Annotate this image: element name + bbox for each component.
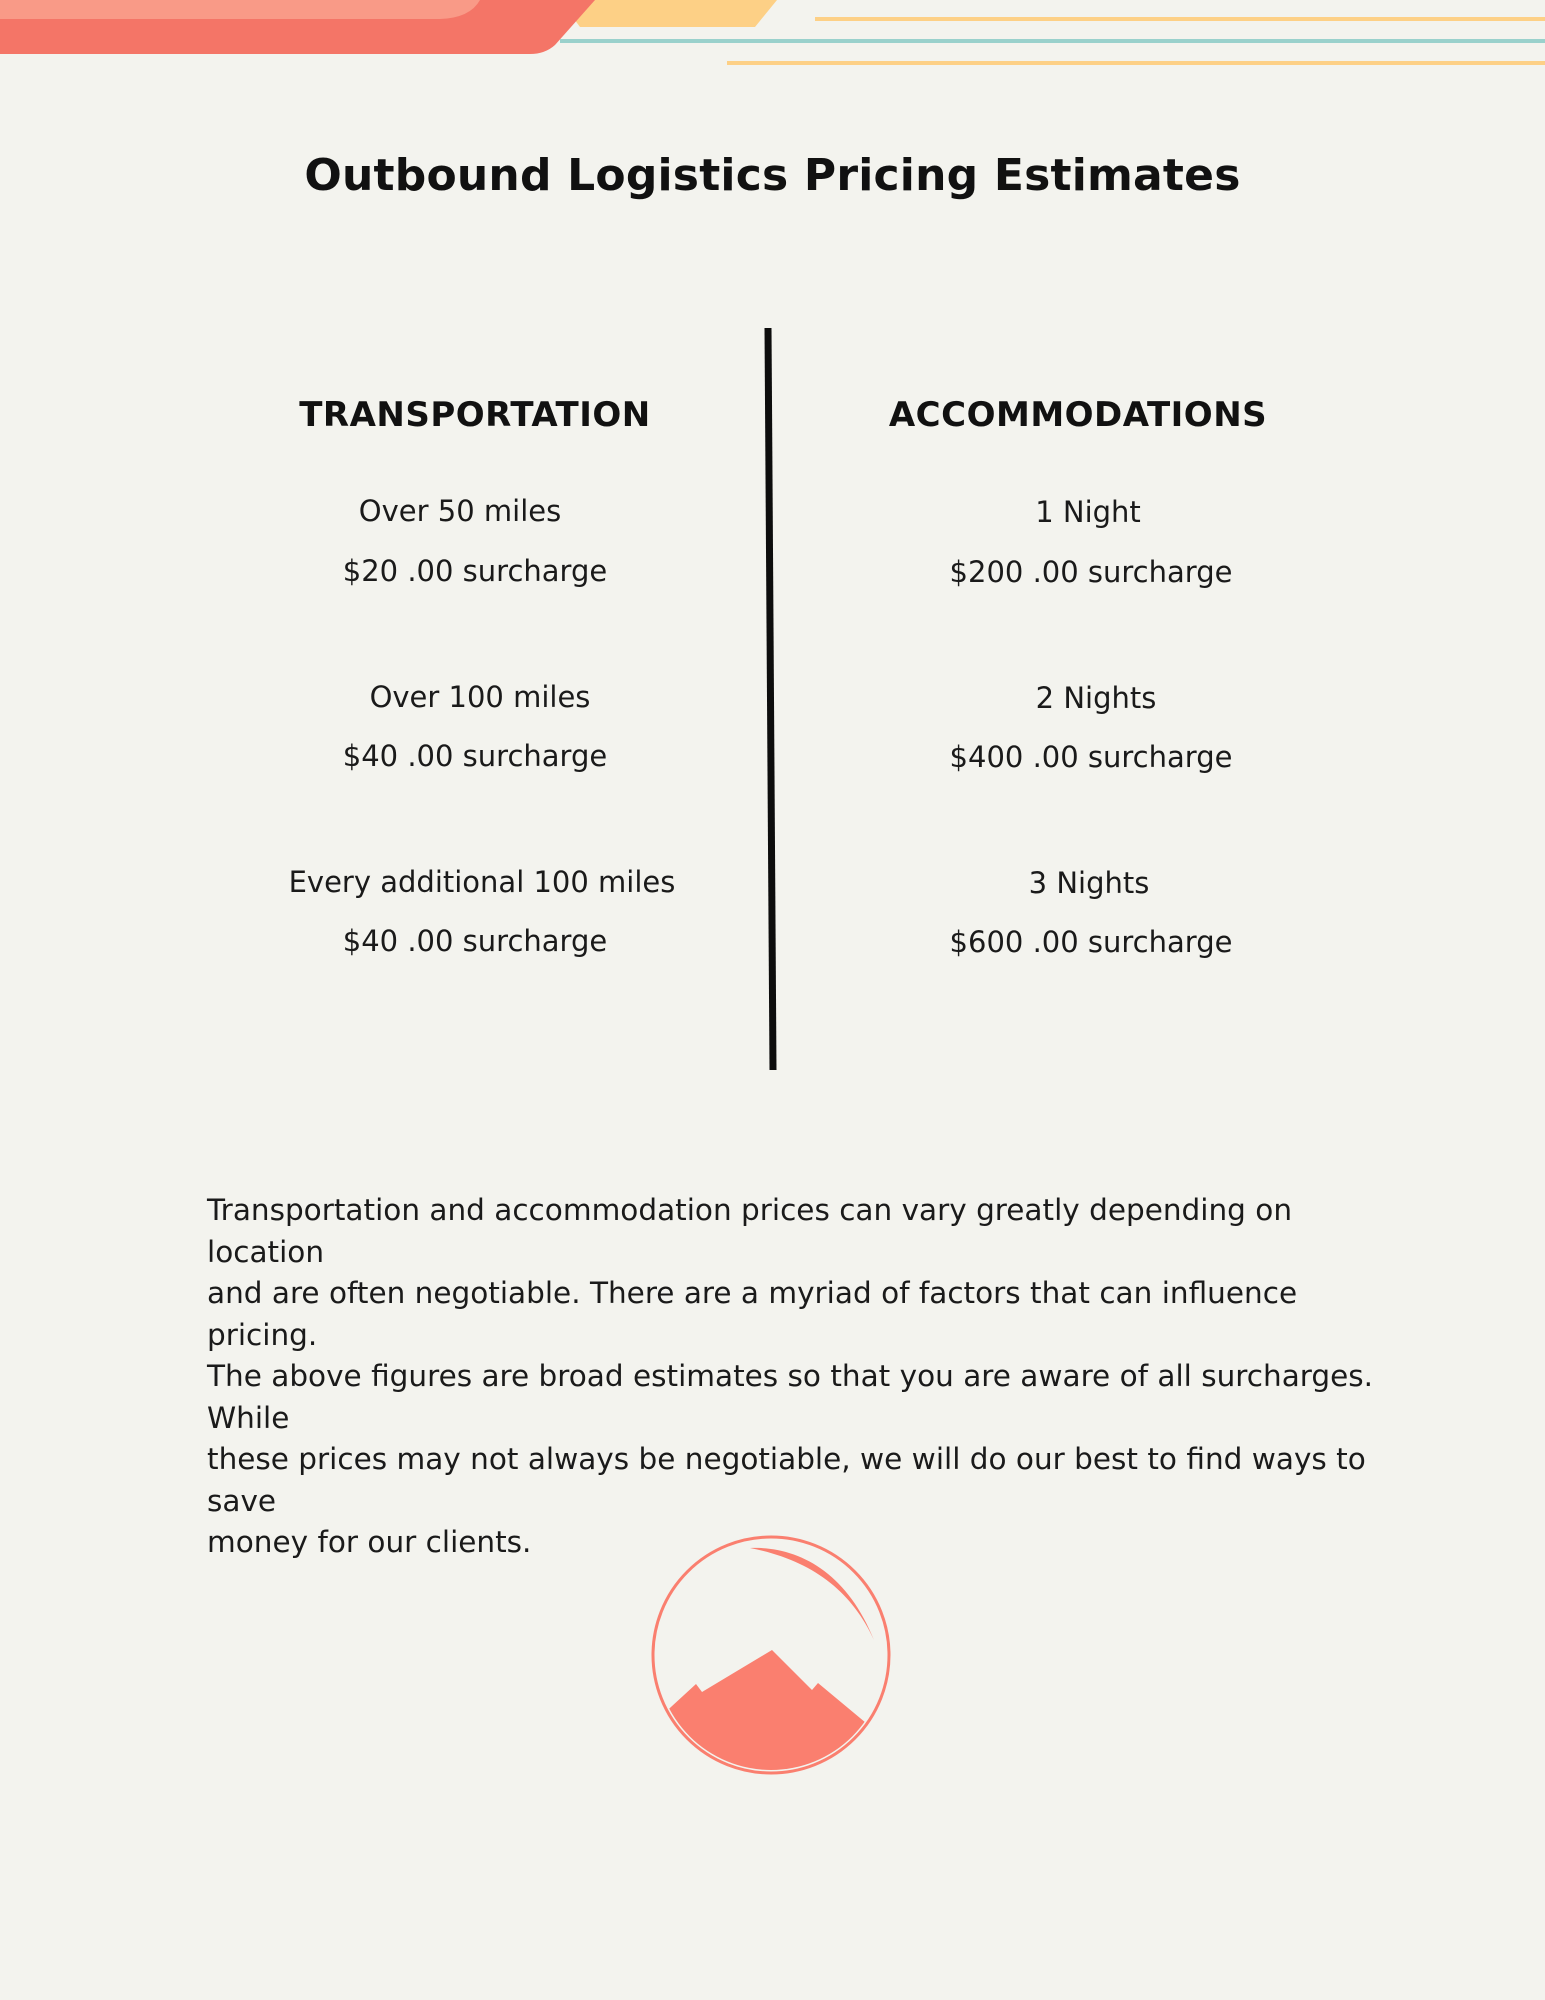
transportation-heading: TRANSPORTATION <box>299 395 651 435</box>
transportation-item-label: Every additional 100 miles <box>288 865 676 899</box>
mountain-logo-icon <box>646 1530 896 1780</box>
paragraph-line: these prices may not always be negotiable, we will do our best to find ways to save <box>207 1442 1366 1518</box>
transportation-item-label: Over 100 miles <box>369 680 591 714</box>
accommodations-heading: ACCOMMODATIONS <box>888 395 1268 435</box>
transportation-item-price: $20 .00 surcharge <box>342 554 608 588</box>
paragraph-line: Transportation and accommodation prices can vary greatly depending on location <box>207 1193 1293 1269</box>
page-title: Outbound Logistics Pricing Estimates <box>304 150 1241 201</box>
pricing-note-paragraph <box>207 1190 1407 1564</box>
paragraph-line: money for our clients. <box>207 1525 532 1559</box>
accommodations-item-price: $400 .00 surcharge <box>949 740 1233 774</box>
transportation-item-price: $40 .00 surcharge <box>342 739 608 773</box>
accommodations-item-label: 3 Nights <box>1028 866 1150 900</box>
accommodations-item-label: 2 Nights <box>1035 681 1157 715</box>
accommodations-item-label: 1 Night <box>1035 495 1141 529</box>
paragraph-line: and are often negotiable. There are a myriad of factors that can influence pricing. <box>207 1276 1298 1352</box>
paragraph-line: The above figures are broad estimates so that you are aware of all surcharges. While <box>207 1359 1373 1435</box>
transportation-item-price: $40 .00 surcharge <box>342 924 608 958</box>
transportation-item-label: Over 50 miles <box>358 494 562 528</box>
accommodations-item-price: $600 .00 surcharge <box>949 925 1233 959</box>
accommodations-item-price: $200 .00 surcharge <box>949 555 1233 589</box>
